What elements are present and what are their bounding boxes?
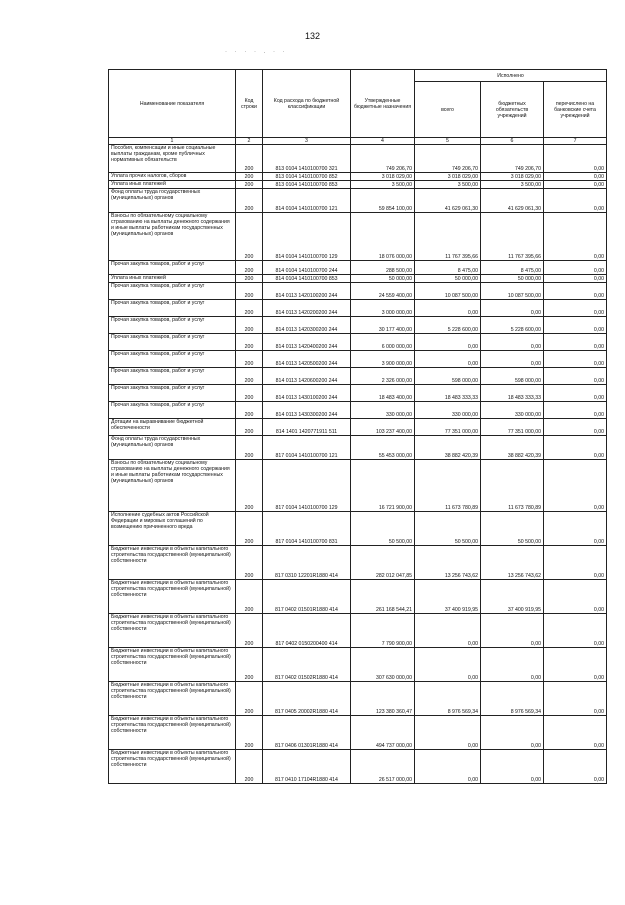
row-line-code: 200 [236,317,263,334]
row-line-code: 200 [236,419,263,436]
row-name: Прочая закупка товаров, работ и услуг [109,351,236,368]
column-number: 6 [481,138,544,145]
row-total: 41 629 061,30 [415,189,481,213]
row-transferred: 0,00 [544,283,607,300]
row-budget-code: 817 0410 17104R1880 414 [263,750,351,784]
row-total: 749 206,70 [415,145,481,173]
row-approved: 3 000 000,00 [351,300,415,317]
row-name: Прочая закупка товаров, работ и услуг [109,283,236,300]
row-line-code: 200 [236,213,263,261]
table-row [109,402,607,419]
table-row [109,213,607,261]
column-number: 2 [236,138,263,145]
column-number: 5 [415,138,481,145]
row-approved: 26 517 000,00 [351,750,415,784]
row-budget-obligations: 330 000,00 [481,402,544,419]
row-transferred: 0,00 [544,368,607,385]
row-line-code: 200 [236,716,263,750]
row-budget-code: 817 0104 1410100700 129 [263,460,351,512]
row-budget-code: 814 0113 1420400200 244 [263,334,351,351]
column-number: 3 [263,138,351,145]
row-line-code: 200 [236,512,263,546]
table-row [109,368,607,385]
row-line-code: 200 [236,189,263,213]
row-budget-code: 817 0104 1410100700 831 [263,512,351,546]
row-name: Бюджетные инвестиции в объекты капитального строительства государственной (муниципальной) собственности [109,546,236,580]
row-budget-code: 814 1401 1420771911 511 [263,419,351,436]
row-transferred: 0,00 [544,750,607,784]
row-line-code: 200 [236,460,263,512]
header-line-code: Код строки [236,70,263,138]
row-line-code: 200 [236,648,263,682]
row-total: 3 500,00 [415,181,481,189]
row-transferred: 0,00 [544,213,607,261]
row-budget-code: 814 0113 1430300200 244 [263,402,351,419]
row-budget-obligations: 0,00 [481,334,544,351]
row-total: 5 228 600,00 [415,317,481,334]
row-name: Бюджетные инвестиции в объекты капитального строительства государственной (муниципальной) собственности [109,648,236,682]
row-name: Прочая закупка товаров, работ и услуг [109,402,236,419]
row-name: Фонд оплаты труда государственных (муниципальных) органов [109,189,236,213]
row-total: 0,00 [415,351,481,368]
row-budget-obligations: 37 400 919,95 [481,580,544,614]
row-name: Прочая закупка товаров, работ и услуг [109,317,236,334]
row-approved: 261 168 544,21 [351,580,415,614]
row-budget-code: 814 0113 1420300200 244 [263,317,351,334]
row-approved: 16 721 900,00 [351,460,415,512]
row-approved: 50 000,00 [351,275,415,283]
column-number: 1 [109,138,236,145]
row-line-code: 200 [236,682,263,716]
row-line-code: 200 [236,385,263,402]
table-row [109,546,607,580]
row-line-code: 200 [236,181,263,189]
row-transferred: 0,00 [544,317,607,334]
table-row [109,460,607,512]
row-approved: 749 206,70 [351,145,415,173]
row-budget-code: 814 0113 1430100200 244 [263,385,351,402]
row-budget-code: 817 0406 01301R1880 414 [263,716,351,750]
table-row [109,436,607,460]
row-budget-obligations: 0,00 [481,614,544,648]
table-row [109,648,607,682]
row-total: 50 000,00 [415,275,481,283]
row-transferred: 0,00 [544,351,607,368]
expenditure-table-wrap [108,69,606,784]
row-budget-code: 817 0310 12201R1880 414 [263,546,351,580]
row-total: 330 000,00 [415,402,481,419]
row-transferred: 0,00 [544,460,607,512]
row-line-code: 200 [236,546,263,580]
row-total: 8 475,00 [415,261,481,275]
row-transferred: 0,00 [544,334,607,351]
row-approved: 30 177 400,00 [351,317,415,334]
table-row [109,614,607,648]
row-budget-code: 817 0402 01501R1880 414 [263,580,351,614]
row-total: 0,00 [415,614,481,648]
row-name: Прочая закупка товаров, работ и услуг [109,334,236,351]
header-executed: Исполнено [415,70,607,82]
row-name: Прочая закупка товаров, работ и услуг [109,368,236,385]
row-budget-obligations: 5 228 600,00 [481,317,544,334]
row-transferred: 0,00 [544,419,607,436]
row-approved: 24 559 400,00 [351,283,415,300]
row-approved: 330 000,00 [351,402,415,419]
row-approved: 307 630 000,00 [351,648,415,682]
row-budget-code: 817 0104 1410100700 121 [263,436,351,460]
row-total: 37 400 919,95 [415,580,481,614]
row-budget-obligations: 13 256 743,62 [481,546,544,580]
row-line-code: 200 [236,145,263,173]
row-budget-code: 814 0113 1420100200 244 [263,283,351,300]
row-approved: 103 237 400,00 [351,419,415,436]
row-budget-obligations: 38 882 420,39 [481,436,544,460]
row-total: 38 882 420,39 [415,436,481,460]
row-total: 10 087 500,00 [415,283,481,300]
row-budget-obligations: 50 500,00 [481,512,544,546]
row-budget-obligations: 0,00 [481,351,544,368]
table-row [109,716,607,750]
row-line-code: 200 [236,173,263,181]
row-approved: 123 380 360,47 [351,682,415,716]
row-approved: 50 500,00 [351,512,415,546]
row-transferred: 0,00 [544,145,607,173]
row-name: Уплата прочих налогов, сборов [109,173,236,181]
row-budget-obligations: 3 500,00 [481,181,544,189]
row-budget-obligations: 18 483 333,33 [481,385,544,402]
table-row [109,261,607,275]
table-row [109,181,607,189]
row-transferred: 0,00 [544,512,607,546]
row-transferred: 0,00 [544,682,607,716]
row-transferred: 0,00 [544,173,607,181]
row-name: Прочая закупка товаров, работ и услуг [109,261,236,275]
row-transferred: 0,00 [544,580,607,614]
header-total: всего [415,82,481,138]
row-budget-obligations: 10 087 500,00 [481,283,544,300]
table-row [109,189,607,213]
row-budget-code: 814 0113 1420600200 244 [263,368,351,385]
row-approved: 7 790 900,00 [351,614,415,648]
row-total: 18 483 333,33 [415,385,481,402]
row-approved: 3 900 000,00 [351,351,415,368]
row-budget-obligations: 749 206,70 [481,145,544,173]
table-header [109,70,607,145]
row-transferred: 0,00 [544,716,607,750]
row-total: 598 000,00 [415,368,481,385]
row-total: 0,00 [415,750,481,784]
row-transferred: 0,00 [544,261,607,275]
row-total: 77 351 000,00 [415,419,481,436]
row-name: Прочая закупка товаров, работ и услуг [109,300,236,317]
row-budget-code: 814 0104 1410100700 244 [263,261,351,275]
row-name: Пособия, компенсации и иные социальные выплаты гражданам, кроме публичных нормативных обязательств [109,145,236,173]
row-transferred: 0,00 [544,648,607,682]
table-row [109,300,607,317]
table-row [109,275,607,283]
row-budget-code: 814 0113 1420200200 244 [263,300,351,317]
row-name: Бюджетные инвестиции в объекты капитального строительства государственной (муниципальной) собственности [109,614,236,648]
row-total: 13 256 743,62 [415,546,481,580]
header-name: Наименование показателя [109,70,236,138]
table-row [109,512,607,546]
row-line-code: 200 [236,580,263,614]
header-budget-obligations: бюджетных обязательств учреждений [481,82,544,138]
row-line-code: 200 [236,300,263,317]
row-name: Прочая закупка товаров, работ и услуг [109,385,236,402]
row-budget-code: 814 0104 1410100700 853 [263,275,351,283]
row-total: 11 767 395,66 [415,213,481,261]
row-budget-code: 814 0104 1410100700 121 [263,189,351,213]
row-approved: 18 076 000,00 [351,213,415,261]
row-total: 11 673 780,89 [415,460,481,512]
row-budget-obligations: 8 976 569,34 [481,682,544,716]
row-budget-obligations: 0,00 [481,750,544,784]
row-transferred: 0,00 [544,300,607,317]
row-name: Взносы по обязательному социальному страхованию на выплаты денежного содержания и иные выплаты работникам государственных (муниципальных) органов [109,460,236,512]
row-budget-obligations: 0,00 [481,300,544,317]
row-budget-obligations: 50 000,00 [481,275,544,283]
row-line-code: 200 [236,283,263,300]
row-line-code: 200 [236,402,263,419]
column-number: 7 [544,138,607,145]
row-approved: 59 854 100,00 [351,189,415,213]
row-budget-obligations: 11 673 780,89 [481,460,544,512]
row-budget-obligations: 3 018 029,00 [481,173,544,181]
row-total: 3 018 029,00 [415,173,481,181]
row-total: 50 500,00 [415,512,481,546]
table-row [109,750,607,784]
row-total: 8 976 569,34 [415,682,481,716]
table-row [109,419,607,436]
row-total: 0,00 [415,648,481,682]
row-budget-code: 813 0104 1410100700 852 [263,173,351,181]
table-row [109,145,607,173]
row-budget-code: 817 0405 20002R1880 414 [263,682,351,716]
row-transferred: 0,00 [544,402,607,419]
table-row [109,351,607,368]
row-budget-code: 814 0113 1420500200 244 [263,351,351,368]
row-line-code: 200 [236,750,263,784]
row-budget-obligations: 0,00 [481,648,544,682]
row-approved: 3 500,00 [351,181,415,189]
header-transferred: перечислено на банковские счета учреждений [544,82,607,138]
expenditure-table [108,69,607,784]
row-name: Бюджетные инвестиции в объекты капитального строительства государственной (муниципальной) собственности [109,580,236,614]
table-row [109,580,607,614]
row-line-code: 200 [236,614,263,648]
column-number-row [109,138,607,145]
row-name: Исполнение судебных актов Российской Федерации и мировых соглашений по возмещению причиненного вреда [109,512,236,546]
row-name: Взносы по обязательному социальному страхованию на выплаты денежного содержания и иные выплаты работникам государственных (муниципальных) органов [109,213,236,261]
table-row [109,173,607,181]
table-row [109,334,607,351]
row-transferred: 0,00 [544,181,607,189]
row-budget-code: 813 0104 1410100700 321 [263,145,351,173]
row-name: Бюджетные инвестиции в объекты капитального строительства государственной (муниципальной) собственности [109,716,236,750]
row-approved: 55 453 000,00 [351,436,415,460]
scan-marks: · · · · . · · [225,49,288,55]
header-budget-code: Код расхода по бюджетной классификации [263,70,351,138]
row-total: 0,00 [415,300,481,317]
row-transferred: 0,00 [544,275,607,283]
row-approved: 3 018 029,00 [351,173,415,181]
row-transferred: 0,00 [544,546,607,580]
row-approved: 6 000 000,00 [351,334,415,351]
table-row [109,283,607,300]
row-name: Фонд оплаты труда государственных (муниципальных) органов [109,436,236,460]
row-name: Дотации на выравнивание бюджетной обеспеченности [109,419,236,436]
row-budget-obligations: 0,00 [481,716,544,750]
row-line-code: 200 [236,368,263,385]
row-approved: 288 500,00 [351,261,415,275]
row-transferred: 0,00 [544,385,607,402]
table-row [109,385,607,402]
row-budget-code: 813 0104 1410100700 853 [263,181,351,189]
table-body [109,145,607,784]
row-name: Уплата иных платежей [109,181,236,189]
row-line-code: 200 [236,261,263,275]
row-budget-obligations: 77 351 000,00 [481,419,544,436]
row-line-code: 200 [236,334,263,351]
row-budget-code: 817 0402 01502R1880 414 [263,648,351,682]
row-budget-obligations: 8 475,00 [481,261,544,275]
row-total: 0,00 [415,334,481,351]
row-transferred: 0,00 [544,189,607,213]
row-line-code: 200 [236,351,263,368]
row-approved: 282 012 047,85 [351,546,415,580]
row-approved: 2 326 000,00 [351,368,415,385]
row-budget-code: 814 0104 1410100700 129 [263,213,351,261]
row-transferred: 0,00 [544,614,607,648]
row-line-code: 200 [236,436,263,460]
row-budget-code: 817 0402 0150200400 414 [263,614,351,648]
row-approved: 18 483 400,00 [351,385,415,402]
row-name: Уплата иных платежей [109,275,236,283]
row-transferred: 0,00 [544,436,607,460]
page-number: 132 [304,31,321,41]
row-line-code: 200 [236,275,263,283]
row-budget-obligations: 11 767 395,66 [481,213,544,261]
row-budget-obligations: 41 629 061,30 [481,189,544,213]
column-number: 4 [351,138,415,145]
row-name: Бюджетные инвестиции в объекты капитального строительства государственной (муниципальной) собственности [109,682,236,716]
row-budget-obligations: 598 000,00 [481,368,544,385]
table-row [109,317,607,334]
row-total: 0,00 [415,716,481,750]
row-name: Бюджетные инвестиции в объекты капитального строительства государственной (муниципальной) собственности [109,750,236,784]
table-row [109,682,607,716]
header-approved: Утвержденные бюджетные назначения [351,70,415,138]
row-approved: 494 737 000,00 [351,716,415,750]
